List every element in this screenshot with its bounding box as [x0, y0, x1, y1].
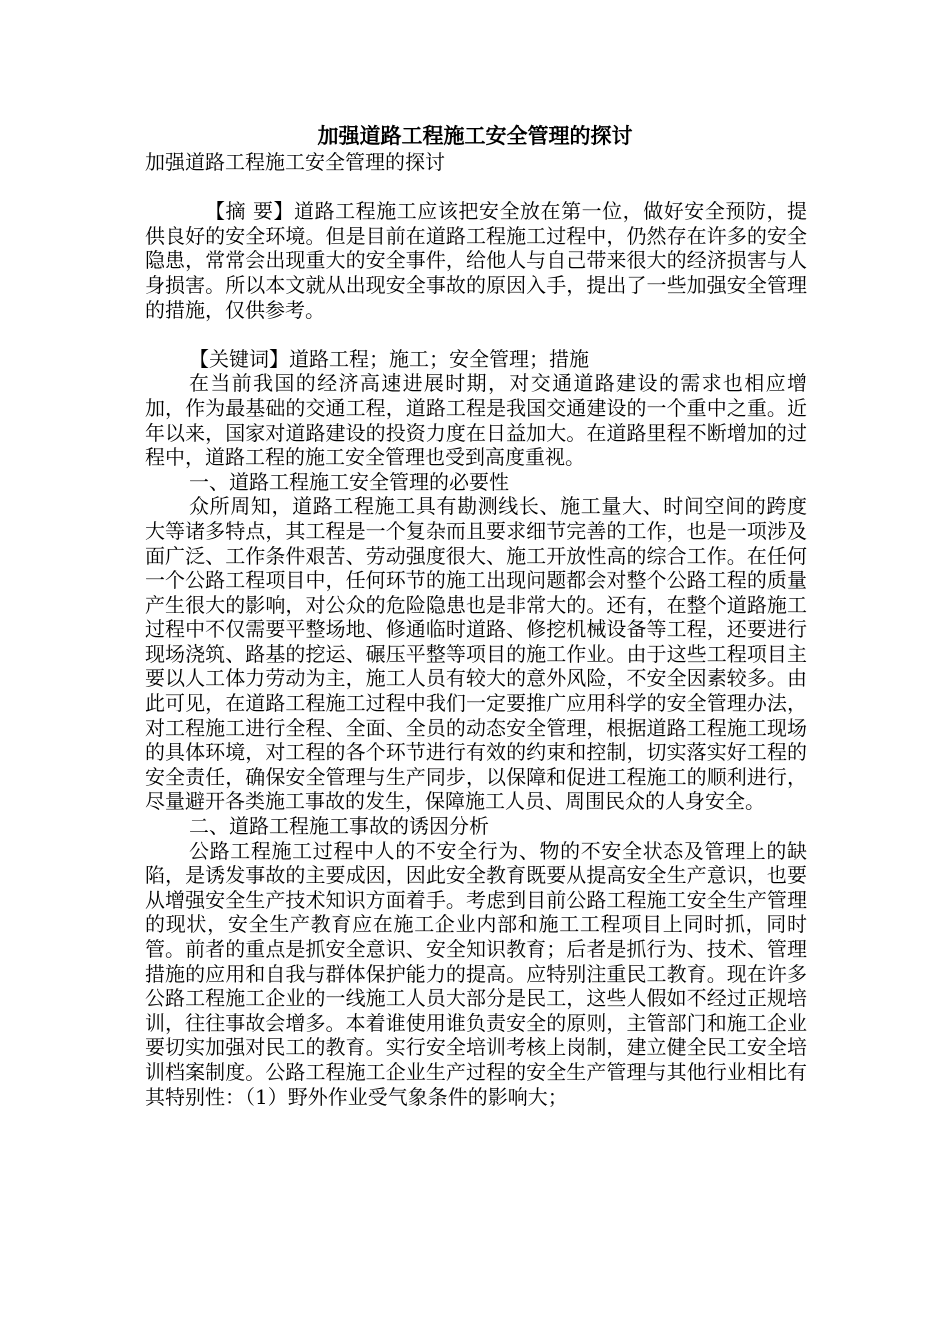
intro-paragraph: 在当前我国的经济高速进展时期，对交通道路建设的需求也相应增加，作为最基础的交通工程，道路工程是我国交通建设的一个重中之重。近年以来，国家对道路建设的投资力度在日益加大。在道路里程不断增加的过程中，道路工程的施工安全管理也受到高度重视。 [145, 371, 807, 470]
section-paragraph-2: 公路工程施工过程中人的不安全行为、物的不安全状态及管理上的缺陷，是诱发事故的主要成因，因此安全教育既要从提高安全生产意识，也要从增强安全生产技术知识方面着手。考虑到目前公路工程施工安全生产管理的现状，安全生产教育应在施工企业内部和施工工程项目上同时抓，同时管。前者的重点是抓安全意识、安全知识教育；后者是抓行为、技术、管理措施的应用和自我与群体保护能力的提高。应特别注重民工教育。现在许多公路工程施工企业的一线施工人员大部分是民工，这些人假如不经过正规培训，往往事故会增多。本着谁使用谁负责安全的原则，主管部门和施工企业要切实加强对民工的教育。实行安全培训考核上岗制，建立健全民工安全培训档案制度。公路工程施工企业生产过程的安全生产管理与其他行业相比有其特别性：（1）野外作业受气象条件的影响大； [145, 838, 807, 1109]
abstract-paragraph: 【摘 要】道路工程施工应该把安全放在第一位，做好安全预防，提供良好的安全环境。但是目前在道路工程施工过程中，仍然存在许多的安全隐患，常常会出现重大的安全事件，给他人与自己带来很大的经济损害与人身损害。所以本文就从出现安全事故的原因入手，提出了一些加强安全管理的措施，仅供参考。 [145, 199, 807, 322]
keywords-line: 【关键词】道路工程；施工；安全管理；措施 [189, 346, 589, 371]
document-body [145, 150, 807, 1109]
section-heading-1: 一、道路工程施工安全管理的必要性 [189, 469, 509, 494]
section-heading-2: 二、道路工程施工事故的诱因分析 [189, 814, 489, 839]
document-title: 加强道路工程施工安全管理的探讨 [317, 123, 633, 148]
section-paragraph-1: 众所周知，道路工程施工具有勘测线长、施工量大、时间空间的跨度大等诸多特点，其工程是一个复杂而且要求细节完善的工作，也是一项涉及面广泛、工作条件艰苦、劳动强度很大、施工开放性高的综合工作。在任何一个公路工程项目中，任何环节的施工出现问题都会对整个公路工程的质量产生很大的影响，对公众的危险隐患也是非常大的。还有，在整个道路施工过程中不仅需要平整场地、修通临时道路、修挖机械设备等工程，还要进行现场浇筑、路基的挖运、碾压平整等项目的施工作业。由于这些工程项目主要以人工体力劳动为主，施工人员有较大的意外风险，不安全因素较多。由此可见，在道路工程施工过程中我们一定要推广应用科学的安全管理办法，对工程施工进行全程、全面、全员的动态安全管理，根据道路工程施工现场的具体环境，对工程的各个环节进行有效的约束和控制，切实落实好工程的安全责任，确保安全管理与生产同步，以保障和促进工程施工的顺利进行，尽量避开各类施工事故的发生，保障施工人员、周围民众的人身安全。 [145, 494, 807, 814]
document-subtitle: 加强道路工程施工安全管理的探讨 [145, 150, 445, 174]
